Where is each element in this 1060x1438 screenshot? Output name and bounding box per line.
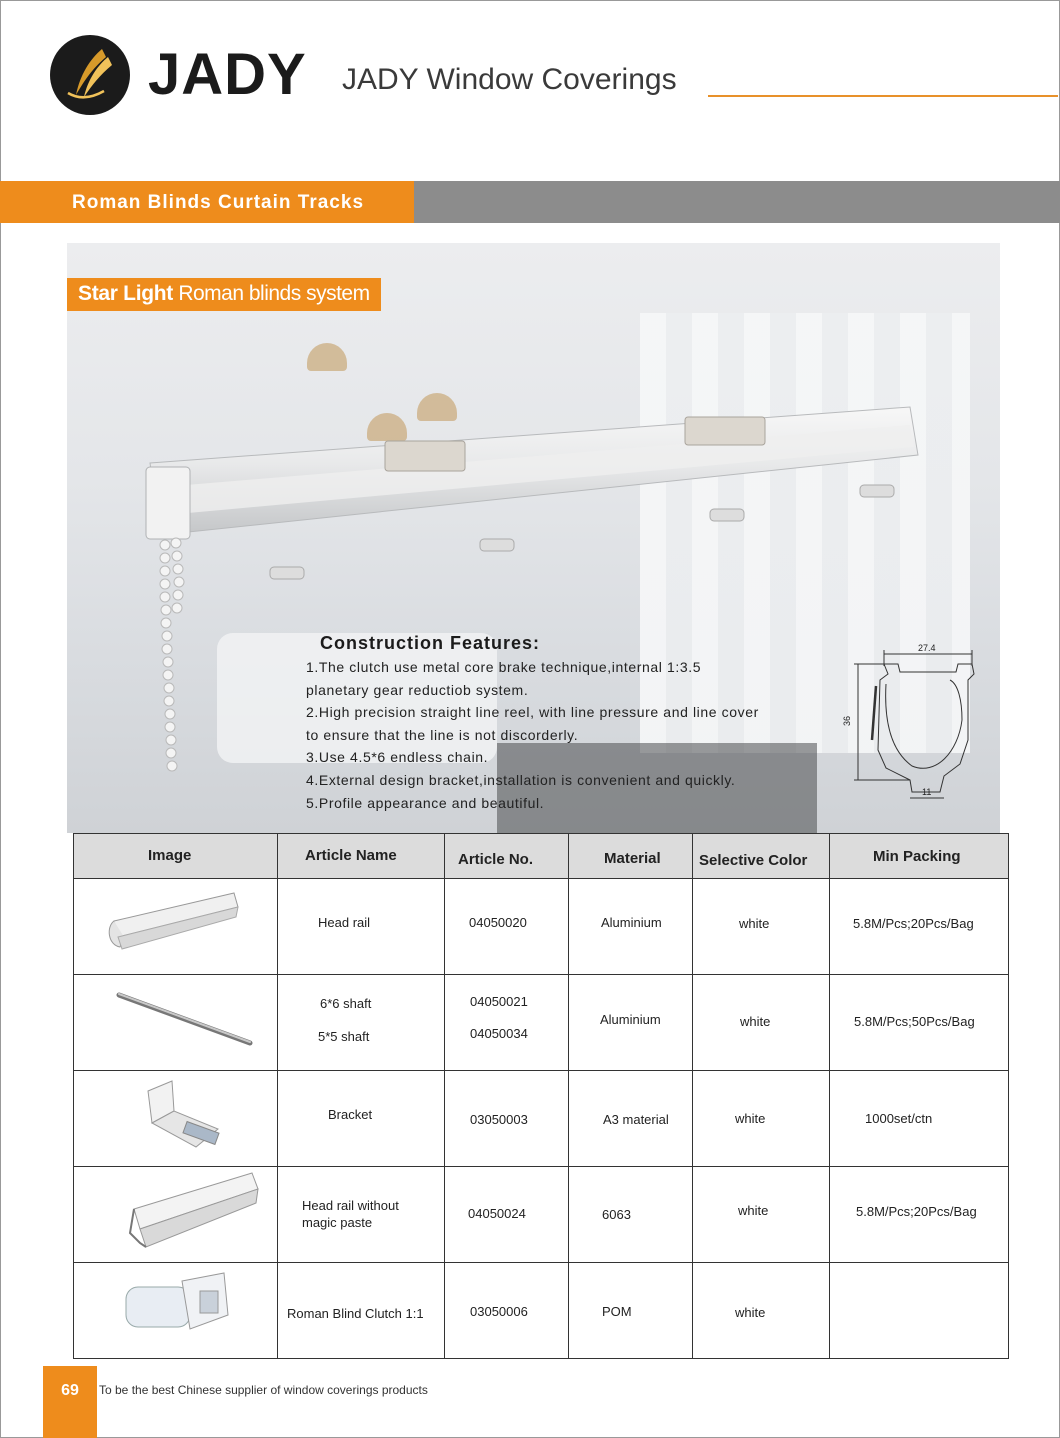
logo-swoosh-icon (50, 35, 130, 115)
header-min-packing: Min Packing (830, 834, 1009, 879)
article-name-cell: Roman Blind Clutch 1:1 (278, 1263, 445, 1359)
article-no-cell: 03050003 (445, 1071, 569, 1167)
table-row (74, 975, 1009, 1071)
header-selective-color: Selective Color (693, 834, 830, 879)
article-name-cell: Head rail (278, 879, 445, 975)
table-row (74, 879, 1009, 975)
profile-cross-section-diagram (840, 640, 980, 805)
article-name-cell: 6*6 shaft 5*5 shaft (278, 975, 445, 1071)
footer-slogan: To be the best Chinese supplier of window coverings products (99, 1383, 428, 1397)
product-image-cell (74, 1167, 278, 1263)
table-header-row (74, 834, 1009, 879)
color-cell: white (693, 1167, 830, 1263)
system-name-label (67, 278, 381, 311)
profile-bottom-label: 11 (922, 787, 932, 797)
bracket-image (74, 1071, 277, 1163)
product-image-cell (74, 1071, 278, 1167)
product-image-cell (74, 975, 278, 1071)
profile-height-label: 36 (842, 715, 852, 726)
material-cell: Aluminium (569, 879, 693, 975)
feature-line: 4.External design bracket,installation is convenient and quickly. (306, 771, 736, 788)
article-name-cell: Head rail without magic paste (278, 1167, 445, 1263)
head-rail-image (74, 879, 277, 971)
table-row (74, 1263, 1009, 1359)
packing-cell: 1000set/ctn (830, 1071, 1009, 1167)
material-cell: Aluminium (569, 975, 693, 1071)
header-article-name: Article Name (278, 834, 445, 879)
jady-logo-icon (50, 35, 130, 115)
title-underline (708, 95, 1058, 97)
packing-cell: 5.8M/Pcs;20Pcs/Bag (830, 879, 1009, 975)
color-cell: white (693, 975, 830, 1071)
feature-line: 5.Profile appearance and beautiful. (306, 794, 545, 811)
product-image-cell (74, 879, 278, 975)
packing-cell: 5.8M/Pcs;20Pcs/Bag (830, 1167, 1009, 1263)
features-list (306, 656, 759, 814)
article-name-cell: Bracket (278, 1071, 445, 1167)
pendant-lamp-icon (307, 343, 347, 371)
system-name-bold: Star Light (78, 282, 173, 305)
material-cell: A3 material (569, 1071, 693, 1167)
product-spec-table (73, 833, 1009, 1359)
head-rail-without-paste-image (74, 1167, 277, 1259)
header-article-no: Article No. (445, 834, 569, 879)
product-image-cell (74, 1263, 278, 1359)
color-cell: white (693, 1071, 830, 1167)
page-number-tab (43, 1366, 97, 1438)
table-row (74, 1071, 1009, 1167)
article-no-cell: 03050006 (445, 1263, 569, 1359)
feature-line: 2.High precision straight line reel, with line pressure and line cover (306, 704, 759, 721)
color-cell: white (693, 1263, 830, 1359)
feature-line: to ensure that the line is not discorderly. (306, 726, 579, 743)
bead-chain (160, 538, 184, 771)
logo-wordmark: JADY (148, 42, 307, 107)
features-title: Construction Features: (320, 633, 541, 653)
article-no-cell: 04050020 (445, 879, 569, 975)
table-row (74, 1167, 1009, 1263)
color-cell: white (693, 879, 830, 975)
clutch-image (74, 1263, 277, 1355)
feature-line: 3.Use 4.5*6 endless chain. (306, 749, 489, 766)
packing-cell (830, 1263, 1009, 1359)
article-no-cell: 04050024 (445, 1167, 569, 1263)
section-title: Roman Blinds Curtain Tracks (72, 192, 365, 213)
profile-width-label: 27.4 (918, 643, 936, 653)
feature-line: planetary gear reductiob system. (306, 681, 529, 698)
brand-title: JADY Window Coverings (342, 63, 677, 96)
header-image: Image (74, 834, 278, 879)
header-material: Material (569, 834, 693, 879)
shaft-image (74, 975, 277, 1067)
material-cell: 6063 (569, 1167, 693, 1263)
system-name-rest: Roman blinds system (173, 282, 370, 305)
article-no-cell: 04050021 04050034 (445, 975, 569, 1071)
packing-cell: 5.8M/Pcs;50Pcs/Bag (830, 975, 1009, 1071)
feature-line: 1.The clutch use metal core brake technique,internal 1:3.5 (306, 659, 702, 675)
material-cell: POM (569, 1263, 693, 1359)
page-number: 69 (61, 1382, 79, 1399)
